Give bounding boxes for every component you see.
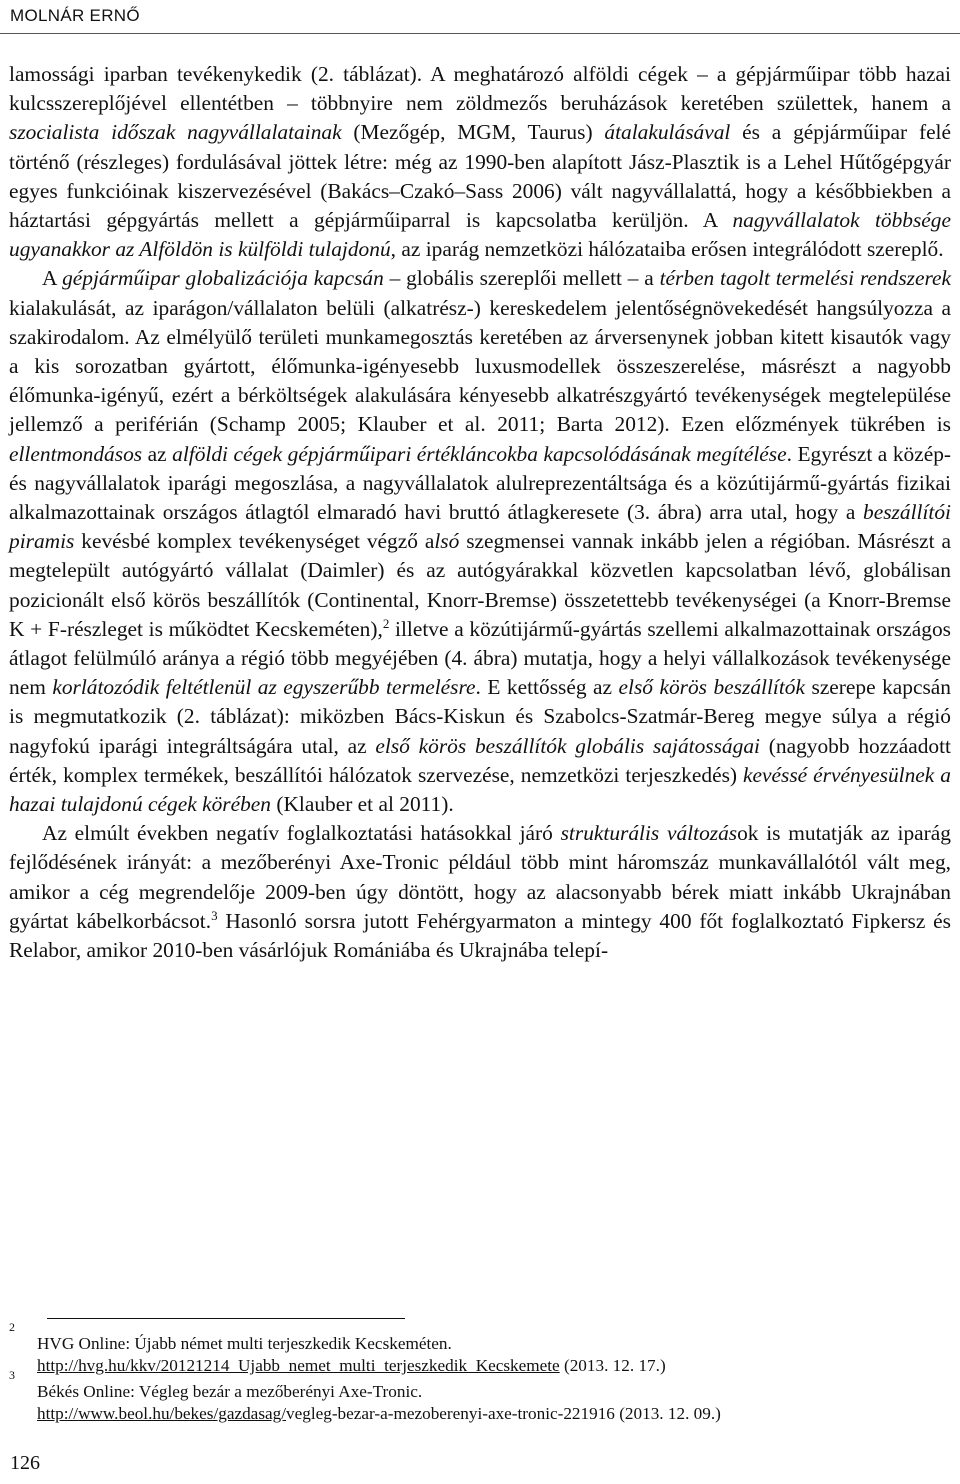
footnote-reference[interactable]: 2 [382,615,390,631]
footnote-url-line [37,1355,951,1377]
body-text [9,60,951,965]
emphasis-text: ellentmondásos [9,441,143,466]
emphasis-text: gépjárműipar globalizációja kapcsán [62,266,384,291]
header-rule [0,33,960,34]
text-run: az [142,441,173,466]
text-run: szegmensei vannak inkább jelen a régióban. Másrészt a megtelepült autógyártó vállalat (Daimler) és az autógyárakkal közvetlen kapcsolatban lévő, globálisan pozicionált első körös beszállítók (Continental, Knorr-Bremse) összetettebb tevékenységei (a Knorr-Bremse K + F-részleget is működtet Kecskeméten), [9,529,951,641]
text-run: (Klauber et al 2011). [270,792,454,817]
text-run: lamossági iparban tevékenykedik (2. táblázat). A meghatározó alföldi cégek – a gépjárműipar több hazai kulcsszereplőjével ellentétben – többnyire nem zöldmezős beruházások keretében születtek, hanem a [9,62,951,116]
text-run: . Egyrészt a közép- és nagyvállalatok iparági megoszlása, a nagyvállalatok alulreprezentáltsága és a közútijármű-gyártás fizikai alkalmazottainak országos átlagtól elmaradó havi bruttó átlagkeresete (3. ábra) arra utal, hogy a [9,441,952,525]
emphasis-text: első körös beszállítók globális sajátosságai [375,733,760,758]
body-paragraph [9,819,951,965]
running-head: MOLNÁR ERNŐ [10,6,140,25]
emphasis-text: alföldi cégek gépjárműipari értékláncokba kapcsolódásának megítélése [172,441,787,466]
emphasis-text: első körös beszállítók [618,675,805,700]
footnote-link[interactable]: http://www.beol.hu/bekes/gazdasag/ [37,1404,286,1423]
footnote-2: 2 HVG Online: Újabb német multi terjeszkedik Kecskeméten. http://hvg.hu/kkv/20121214_Ujabb_nemet_multi_terjeszkedik_Kecskemete (2013. 12. 17.) [9,1333,951,1377]
footnote-url-line [37,1403,951,1425]
text-run: ok is mutatják az iparág fejlődésének irányát: a mezőberényi Axe-Tronic például több mint háromszáz munkavállalótól vált meg, amikor a cég megrendelője 2009-ben úgy döntött, hogy az alacsonyabb bérek miatt inkább Ukrajnában gyártat kábelkorbácsot. [9,821,951,933]
footnote-text: HVG Online: Újabb német multi terjeszkedik Kecskeméten. [37,1334,452,1353]
footnote-text: Békés Online: Végleg bezár a mezőberényi Axe-Tronic. [37,1382,423,1401]
body-paragraph [9,60,951,264]
emphasis-text: szocialista időszak nagyvállalatainak [9,120,342,145]
text-run: . E kettősség az [475,675,619,700]
emphasis-text: átalakulásával [604,120,731,145]
text-run: – globális szereplői mellett – a [383,266,660,291]
text-run: (nagyobb hozzáadott érték, komplex termékek, beszállítói hálózatok szervezése, nemzetközi terjeszkedés) [9,733,951,787]
footnote-date: (2013. 12. 17.) [559,1356,666,1375]
body-paragraph [9,264,951,819]
footnote-reference[interactable]: 3 [211,907,218,923]
footnotes [9,1320,951,1429]
text-run: Hasonló sorsra jutott Fehérgyarmaton a mintegy 400 főt foglalkoztató Fipkersz és Relabor, amikor 2010-ben vásárlójuk Romániába és Ukrajnába telepí- [9,908,951,963]
footnote-link[interactable]: http://hvg.hu/kkv/20121214_Ujabb_nemet_multi_terjeszkedik_Kecskemete [37,1356,560,1375]
emphasis-text: korlátozódik feltétlenül az egyszerűbb termelésre [52,675,476,700]
text-run: illetve a közútijármű-gyártás szellemi alkalmazottainak országos átlagot felülmúló aránya a régió több megyéjében (4. ábra) mutatja, hogy a helyi vállalkozások tevékenysége nem [9,616,951,700]
emphasis-text: strukturális változás [560,821,738,846]
footnote-rule [47,1318,405,1319]
page-number: 126 [10,1452,40,1474]
footnote-3: 3 Békés Online: Végleg bezár a mezőberényi Axe-Tronic. http://www.beol.hu/bekes/gazdasag/vegleg-bezar-a-mezoberenyi-axe-tronic-221916 (2013. 12. 09.) [9,1381,951,1425]
text-run: és a gépjárműipar felé történő (részleges) fordulásával jöttek létre: még az 1990-ben alapított Jász-Plasztik is a Lehel Hűtőgépgyár egyes funkcióinak kiszervezésével (Bakács–Czakó–Sass 2006) vált nagyvállalattá, hogy a későbbiekben a háztartási gépgyártás mellett a gépjárműiparral is kapcsolatba kerüljön. A [9,120,951,233]
emphasis-text: kevéssé érvényesülnek a hazai tulajdonú cégek körében [9,762,952,817]
footnote-link-rest[interactable]: vegleg-bezar-a-mezoberenyi-axe-tronic-221916 [286,1404,615,1423]
emphasis-text: térben tagolt termelési rendszerek [659,266,951,291]
footnote-date: (2013. 12. 09.) [614,1404,721,1423]
text-run: , az iparág nemzetközi hálózataiba erősen integrálódott szereplő. [390,237,944,262]
text-run: szerepe kapcsán is megmutatkozik (2. táblázat): miközben Bács-Kiskun és Szabolcs-Szatmár-Bereg megye súlya a régió nagyfokú iparági integráltságára utal, az [9,675,951,758]
text-run: (Mezőgép, MGM, Taurus) [341,120,605,145]
emphasis-text: nagyvállalatok többsége ugyanakkor az Alföldön is külföldi tulajdonú [9,208,951,262]
text-run: kevésbé komplex tevékenységet végző a [74,529,435,554]
emphasis-text: beszállítói piramis [9,500,951,554]
emphasis-text: lsó [434,529,460,554]
text-run: A [42,266,63,291]
text-run: kialakulását, az iparágon/vállalaton belüli (alkatrész-) kereskedelem jelentőségnövekedését hangsúlyozza a szakirodalom. Az elmélyülő területi munkamegosztás keretében az árversenynek jobban kitett kisautók vagy a kis sorozatban gyártott, élőmunka-igényesebb luxusmodellek összeszerelése, másrészt a nagyobb élőmunka-igényű, ezért a bérköltségek alakulására kényesebb alkatrészgyártó tevékenységek megtelepülése jellemző a periférián (Schamp 2005; Klauber et al. 2011; Barta 2012). Ezen előzmények tükrében is [9,295,951,437]
text-run: Az elmúlt években negatív foglalkoztatási hatásokkal járó [42,821,561,846]
